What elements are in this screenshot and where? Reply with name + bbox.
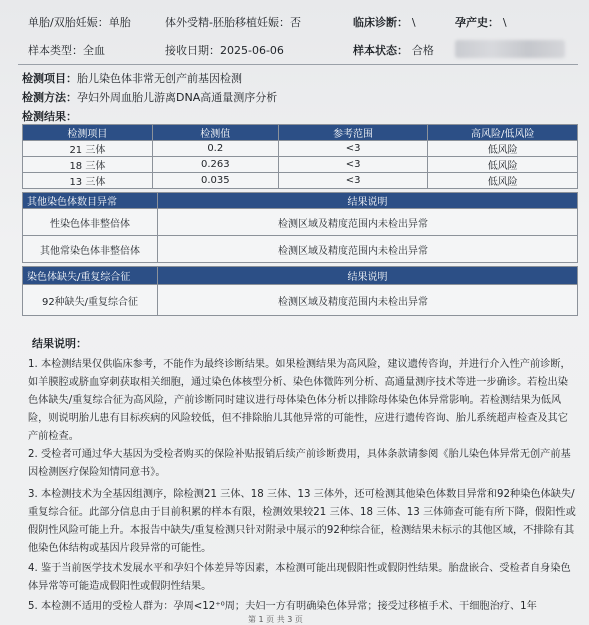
receive-date-field bbox=[165, 42, 284, 58]
note-item-2: 2. 受检者可通过华大基因为受检者购买的保险补贴报销后续产前诊断费用，具体条款请参阅《胎儿染色体异常无创产前基因检测医疗保险知情同意书》。 bbox=[28, 449, 571, 478]
pregnancy-label: 单胎/双胎妊娠： bbox=[28, 16, 109, 29]
ivf-value: 否 bbox=[289, 16, 301, 29]
cell-item: 13 三体 bbox=[23, 173, 153, 189]
other-chromosome-header bbox=[23, 193, 578, 209]
sample-status-label: 样本状态： bbox=[353, 44, 408, 57]
test-item-field bbox=[22, 70, 242, 86]
result-table bbox=[22, 124, 578, 189]
clinical-label: 临床诊断： bbox=[353, 16, 408, 29]
receive-date-label: 接收日期： bbox=[165, 44, 220, 57]
divider bbox=[18, 64, 578, 65]
note-item-1: 1. 本检测结果仅供临床参考，不能作为最终诊断结果。如果检测结果为高风险，建议遗传咨询，并进行介入性产前诊断，如羊膜腔或脐血穿刺获取相关细胞，通过染色体核型分析、染色体微阵列分析、高通量测序技术等进一步确诊。若检出染色体缺失/重复综合征为高风险，产前诊断同时建议进行母体染色体分析以排除母体染色体异常影响。若检测结果为低风险，则说明胎儿患有目标疾病的风险较低，但不排除胎儿其他异常的可能性，应进行遗传咨询、胎儿系统超声检查及其它产前检查。 bbox=[28, 359, 571, 442]
cell-range: <3 bbox=[278, 141, 428, 157]
cell-risk: 低风险 bbox=[428, 157, 578, 173]
table-row bbox=[23, 285, 578, 316]
cell-value: 0.263 bbox=[152, 157, 278, 173]
result-table-header bbox=[23, 125, 578, 141]
cell-range: <3 bbox=[278, 157, 428, 173]
result-note-header: 结果说明 bbox=[158, 267, 578, 285]
note-item-5: 5. 本检测不适用的受检人群为：孕周<12⁺⁰周；夫妇一方有明确染色体异常；接受过移植手术、干细胞治疗、1年 bbox=[28, 601, 537, 612]
notes-title: 结果说明： bbox=[32, 337, 87, 350]
table-row bbox=[23, 157, 578, 173]
cell-item: 21 三体 bbox=[23, 141, 153, 157]
table-row bbox=[23, 141, 578, 157]
col-header-range: 参考范围 bbox=[278, 125, 428, 141]
test-item-value: 胎儿染色体非常无创产前基因检测 bbox=[77, 72, 242, 85]
pregnancy-value: 单胎 bbox=[108, 16, 131, 29]
cell-item: 其他常染色体非整倍体 bbox=[23, 236, 158, 263]
col-header-value: 检测值 bbox=[152, 125, 278, 141]
cell-result: 检测区域及精度范围内未检出异常 bbox=[158, 285, 578, 316]
sample-status-field bbox=[353, 42, 434, 58]
sample-status-value: 合格 bbox=[411, 44, 434, 57]
ivf-label: 体外受精-胚胎移植妊娠： bbox=[165, 16, 290, 29]
other-chromosome-table bbox=[22, 192, 578, 263]
test-method-label: 检测方法： bbox=[22, 91, 77, 104]
cell-value: 0.035 bbox=[152, 173, 278, 189]
cell-risk: 低风险 bbox=[428, 141, 578, 157]
ivf-field bbox=[165, 14, 301, 30]
note-item-4: 4. 鉴于当前医学技术发展水平和孕妇个体差异等因素，本检测可能出现假阳性或假阴性结果。胎盘嵌合、受检者自身染色体异常等可能造成假阳性或假阴性结果。 bbox=[28, 563, 571, 592]
pregnancy-field bbox=[28, 14, 131, 30]
table-row bbox=[23, 173, 578, 189]
table-row bbox=[23, 209, 578, 236]
sample-type-label: 样本类型： bbox=[28, 44, 83, 57]
other-chromosome-title: 其他染色体数目异常 bbox=[23, 193, 158, 209]
clinical-field bbox=[353, 14, 416, 30]
table-row bbox=[23, 236, 578, 263]
col-header-item: 检测项目 bbox=[23, 125, 153, 141]
cell-result: 检测区域及精度范围内未检出异常 bbox=[158, 236, 578, 263]
test-method-field bbox=[22, 89, 277, 105]
receive-date-value: 2025-06-06 bbox=[220, 44, 284, 57]
redacted-area bbox=[455, 40, 565, 58]
test-item-label: 检测项目： bbox=[22, 72, 77, 85]
cell-value: 0.2 bbox=[152, 141, 278, 157]
deletion-table bbox=[22, 266, 578, 316]
cell-result: 检测区域及精度范围内未检出异常 bbox=[158, 209, 578, 236]
cell-item: 92种缺失/重复综合征 bbox=[23, 285, 158, 316]
cell-risk: 低风险 bbox=[428, 173, 578, 189]
deletion-title: 染色体缺失/重复综合征 bbox=[23, 267, 158, 285]
history-value: \ bbox=[502, 16, 507, 29]
history-label: 孕产史： bbox=[455, 16, 499, 29]
note-item-3: 3. 本检测技术为全基因组测序，除检测21 三体、18 三体、13 三体外，还可检测其他染色体数目异常和92种染色体缺失/重复综合征。此部分信息由于目前积累的样本有限，检测效果较21 三体、18 三体、13 三体筛查可能有所下降，假阳性或假阴性风险可能上升。本报告中缺失/重复检测只针对附录中展示的92种综合征，检测结果未标示的其他区域，不排除有其他染色体结构或基因片段异常的可能性。 bbox=[28, 489, 576, 554]
cell-range: <3 bbox=[278, 173, 428, 189]
col-header-risk: 高风险/低风险 bbox=[428, 125, 578, 141]
cell-item: 18 三体 bbox=[23, 157, 153, 173]
sample-type-value: 全血 bbox=[83, 44, 105, 57]
result-note-header: 结果说明 bbox=[158, 193, 578, 209]
page-number: 第 1 页 共 3 页 bbox=[248, 615, 303, 624]
history-field bbox=[455, 14, 507, 30]
sample-type-field bbox=[28, 42, 105, 58]
deletion-table-header bbox=[23, 267, 578, 285]
test-method-value: 孕妇外周血胎儿游离DNA高通量测序分析 bbox=[77, 91, 278, 104]
test-result-heading: 检测结果： bbox=[22, 110, 77, 123]
clinical-value: \ bbox=[411, 16, 416, 29]
cell-item: 性染色体非整倍体 bbox=[23, 209, 158, 236]
